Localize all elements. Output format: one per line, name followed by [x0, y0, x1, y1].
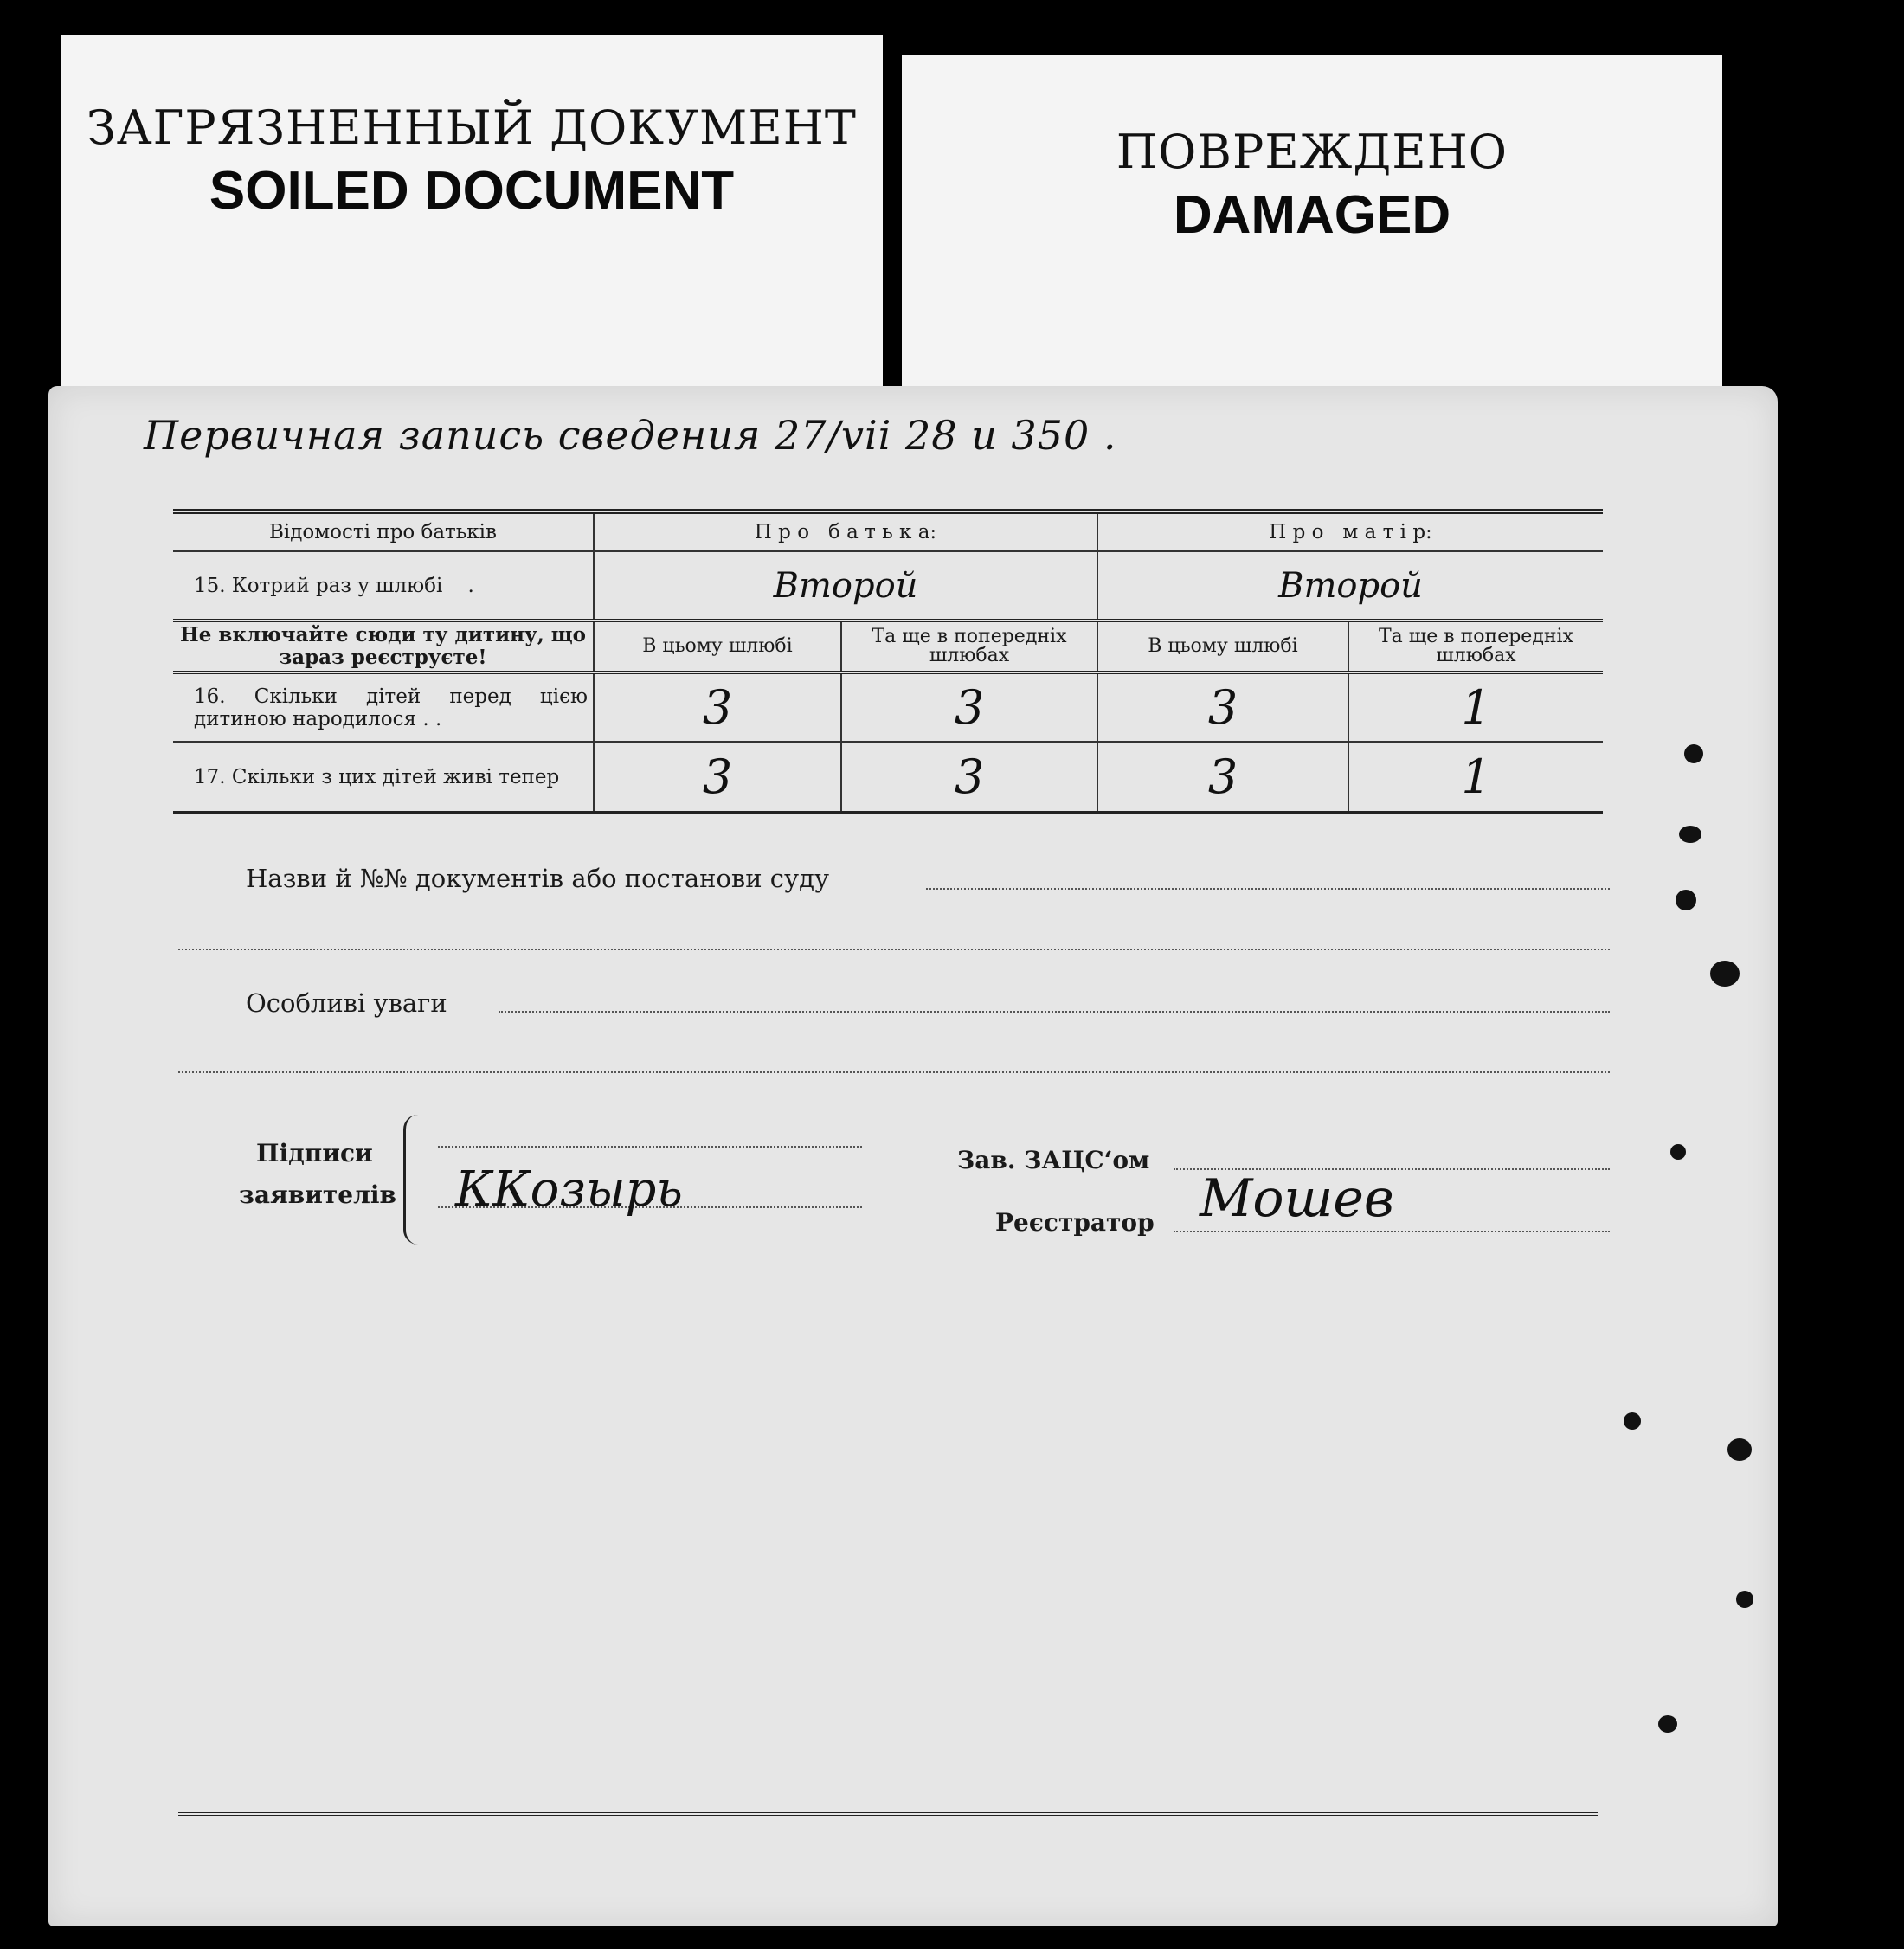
- header-parents-info: Відомості про батьків: [173, 511, 594, 551]
- applicant-signature-line-1: [438, 1146, 862, 1148]
- row-15-father-value: Второй: [594, 551, 1097, 621]
- row-16-label: 16. Скільки дітей перед цією дитиною народилося . .: [173, 672, 594, 742]
- damage-hole: [1736, 1591, 1753, 1608]
- header-about-mother: П р о м а т і р:: [1097, 511, 1603, 551]
- applicants-signatures-label-1: Підписи: [256, 1139, 373, 1167]
- row-17-mother-previous: 1: [1348, 742, 1603, 813]
- remarks-fill-line: [499, 1011, 1610, 1013]
- row-16-mother-this-marriage: 3: [1097, 672, 1348, 742]
- damage-hole: [1670, 1144, 1686, 1160]
- documents-label: Назви й №№ документів або постанови суду: [246, 864, 830, 893]
- handwritten-header-note: Первичная запись сведения 27/vii 28 и 350 .: [144, 412, 1117, 459]
- remarks-label: Особливі уваги: [246, 988, 447, 1018]
- registrar-signature-line: [1174, 1231, 1610, 1232]
- applicants-signatures-label-2: заявителів: [239, 1180, 396, 1209]
- soiled-label-russian: ЗАГРЯЗНЕННЫЙ ДОКУМЕНТ: [87, 100, 857, 155]
- form-sheet: [48, 386, 1778, 1926]
- row-17-father-previous: 3: [841, 742, 1097, 813]
- row-15-mother-value: Второй: [1097, 551, 1603, 621]
- table-row-15: [173, 551, 1603, 621]
- row-15-label: 15. Котрий раз у шлюбі .: [173, 551, 594, 621]
- row-16-father-this-marriage: 3: [594, 672, 841, 742]
- damage-hole: [1679, 826, 1701, 843]
- header-about-father: П р о б а т ь к а:: [594, 511, 1097, 551]
- table-row-16: [173, 672, 1603, 742]
- soiled-document-label: [61, 35, 883, 389]
- parents-info-table: [173, 509, 1603, 814]
- father-previous-marriages-header: Та ще в попередніх шлюбах: [841, 621, 1097, 672]
- table-row-17: [173, 742, 1603, 813]
- signatures-brace: [403, 1115, 418, 1245]
- row-17-father-this-marriage: 3: [594, 742, 841, 813]
- remarks-fill-line-2: [178, 1071, 1610, 1073]
- damaged-document-label: [902, 55, 1722, 389]
- exclusion-note: Не включайте сюди ту дитину, що зараз реєструєте!: [173, 621, 594, 672]
- father-this-marriage-header: В цьому шлюбі: [594, 621, 841, 672]
- applicant-signature: ККозырь: [455, 1161, 683, 1218]
- damage-hole: [1727, 1438, 1752, 1461]
- documents-fill-line: [926, 888, 1610, 890]
- registrar-label: Реєстратор: [995, 1208, 1155, 1237]
- damage-hole: [1676, 890, 1696, 910]
- damage-hole: [1624, 1412, 1641, 1430]
- row-16-father-previous: 3: [841, 672, 1097, 742]
- mother-this-marriage-header: В цьому шлюбі: [1097, 621, 1348, 672]
- damage-hole: [1684, 744, 1703, 763]
- row-16-mother-previous: 1: [1348, 672, 1603, 742]
- documents-fill-line-2: [178, 949, 1610, 950]
- table-header-row: [173, 511, 1603, 551]
- row-17-mother-this-marriage: 3: [1097, 742, 1348, 813]
- registrar-signature: Мошев: [1200, 1168, 1394, 1229]
- damaged-label-russian: ПОВРЕЖДЕНО: [1116, 125, 1508, 179]
- bottom-rule: [178, 1812, 1598, 1816]
- head-of-registry-label: Зав. ЗАЦС‘ом: [957, 1146, 1150, 1174]
- damaged-label-english: DAMAGED: [1173, 185, 1451, 245]
- damage-hole: [1658, 1715, 1677, 1733]
- mother-previous-marriages-header: Та ще в попередніх шлюбах: [1348, 621, 1603, 672]
- soiled-label-english: SOILED DOCUMENT: [209, 161, 735, 221]
- row-17-label: 17. Скільки з цих дітей живі тепер: [194, 765, 560, 788]
- table-subheader-row: [173, 621, 1603, 672]
- damage-hole: [1710, 961, 1740, 987]
